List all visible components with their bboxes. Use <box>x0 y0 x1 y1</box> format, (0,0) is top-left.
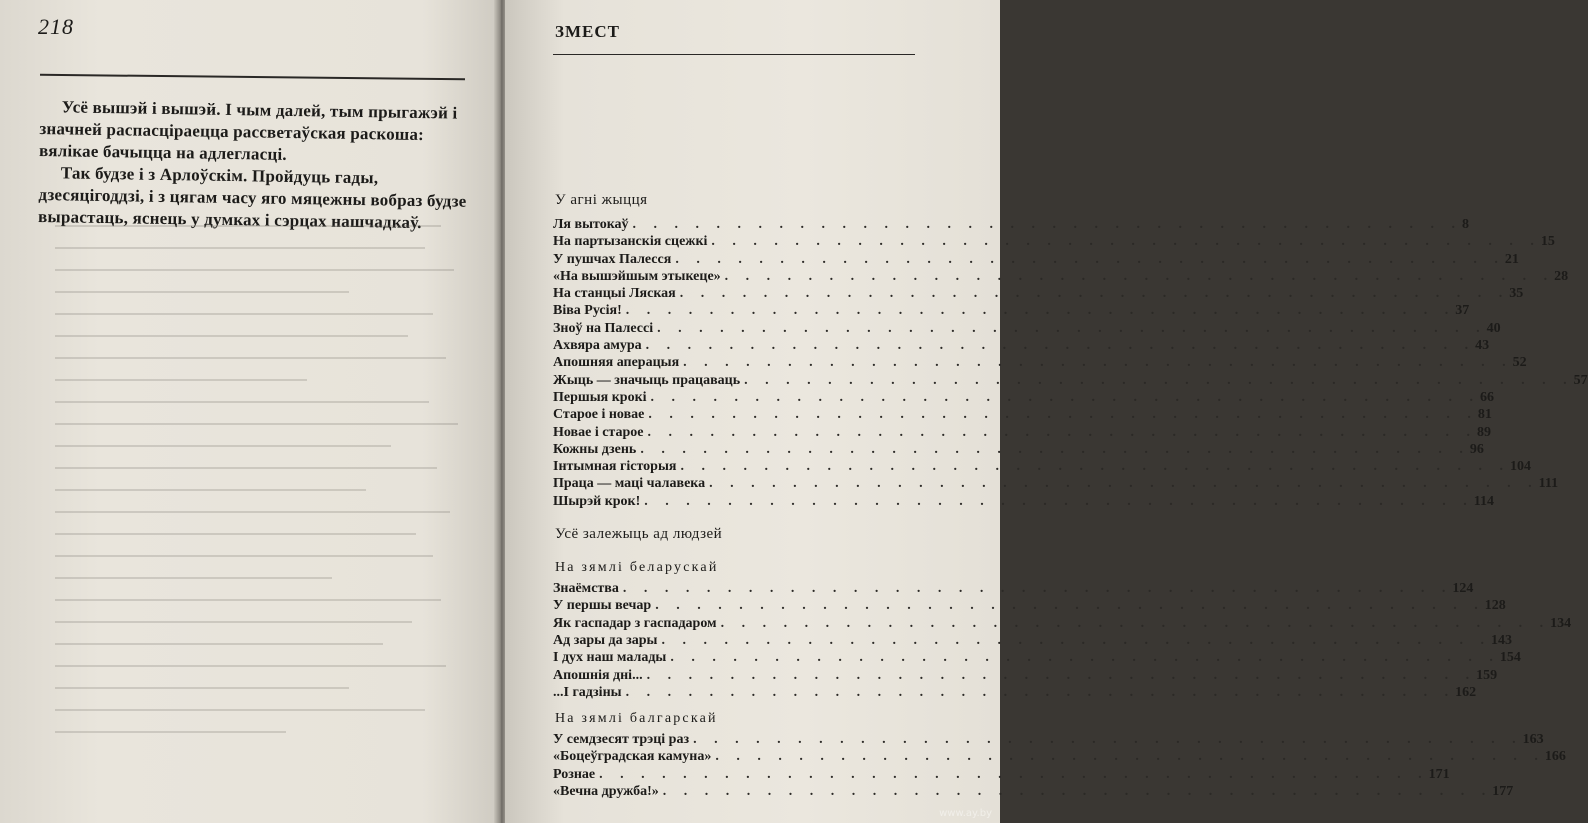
toc-leader-dots: . . . . . . . . . . . . . . . . . . . . . . . . . . . . . . . . . . . . . . . . <box>655 598 1485 614</box>
toc-entry-title: Зноў на Палессі <box>553 320 654 336</box>
toc-entry-title: І дух наш малады <box>553 650 667 666</box>
toc-entry-title: Ля вытокаў <box>553 217 629 232</box>
toc-section-title: Усё залежыць ад людзей <box>555 526 723 543</box>
toc-entry <box>553 632 1512 649</box>
toc-entry <box>553 337 1490 354</box>
toc-entry-page: 159 <box>1476 667 1498 683</box>
toc-entry <box>553 302 1470 319</box>
toc-entry-title: Жыць — значыць працаваць <box>553 372 741 388</box>
toc-entry-page: 114 <box>1473 493 1495 509</box>
toc-entry-page: 162 <box>1455 684 1477 700</box>
toc-entry-page: 43 <box>1475 338 1490 354</box>
toc-entry <box>553 748 1566 765</box>
table-of-contents <box>553 190 1588 800</box>
toc-entry-page: 8 <box>1462 217 1470 232</box>
toc-entry-page: 57 <box>1573 372 1588 388</box>
toc-entry-page: 166 <box>1544 749 1566 765</box>
toc-entry <box>553 615 1572 632</box>
contents-heading: ЗМЕСТ <box>555 22 620 41</box>
toc-entry-page: 15 <box>1540 234 1555 250</box>
toc-entry <box>553 731 1544 748</box>
toc-entry <box>553 783 1514 800</box>
toc-leader-dots: . . . . . . . . . . . . . . . . . . . . . . . . . . . . . . . . . . . . . . . . <box>625 303 1456 319</box>
toc-entry-page: 143 <box>1490 632 1512 648</box>
toc-leader-dots: . . . . . . . . . . . . . . . . . . . . . . . . . . . . . . . . . . . . . . . . <box>622 581 1453 597</box>
toc-leader-dots: . . . . . . . . . . . . . . . . . . . . . . . . . . . . . . . . . . . . . . . . <box>640 441 1470 457</box>
toc-entry-page: 134 <box>1550 615 1572 631</box>
toc-leader-dots: . . . . . . . . . . . . . . . . . . . . . . . . . . . . . . . . . . . . . . . . <box>675 251 1505 267</box>
toc-entry-title: Новае і старое <box>553 424 644 440</box>
toc-entry-title: Віва Русія! <box>553 303 622 319</box>
toc-leader-dots: . . . . . . . . . . . . . . . . . . . . . . . . . . . . . . . . . . . . . . . . <box>661 632 1491 648</box>
toc-entry-title: ...І гадзіны <box>553 684 622 700</box>
toc-entry <box>553 251 1519 268</box>
toc-entry-title: Рознае <box>553 766 596 782</box>
toc-entry-page: 96 <box>1469 441 1484 457</box>
toc-leader-dots: . . . . . . . . . . . . . . . . . . . . . . . . . . . . . . . . . . . . . . . . <box>670 650 1500 666</box>
body-text <box>38 96 470 235</box>
toc-entry <box>553 268 1569 285</box>
toc-leader-dots: . . . . . . . . . . . . . . . . . . . . . . . . . . . . . . . . . . . . . . . . <box>693 732 1523 748</box>
toc-entry <box>553 458 1531 475</box>
toc-leader-dots: . . . . . . . . . . . . . . . . . . . . . . . . . . . . . . . . . . . . . . . . <box>647 424 1477 440</box>
toc-entry-title: Знаёмства <box>553 581 619 597</box>
toc-entry-page: 111 <box>1538 476 1559 492</box>
toc-leader-dots: . . . . . . . . . . . . . . . . . . . . . . . . . . . . . . . . . . . . . . . . <box>720 615 1551 631</box>
toc-entry <box>553 493 1495 510</box>
toc-entry-page: 177 <box>1492 784 1514 800</box>
toc-leader-dots: . . . . . . . . . . . . . . . . . . . . . . . . . . . . . . . . . . . . . . . . <box>744 372 1574 388</box>
toc-entry-page: 81 <box>1477 407 1492 423</box>
toc-entry-title: «На вышэйшым этыкеце» <box>553 268 721 284</box>
toc-entry-page: 66 <box>1480 389 1495 405</box>
show-through-text <box>55 225 475 805</box>
toc-entry-page: 89 <box>1476 424 1491 440</box>
toc-leader-dots: . . . . . . . . . . . . . . . . . . . . . . . . . . . . . . . . . . . . . . . . <box>644 493 1474 509</box>
toc-entry-title: Як гаспадар з гаспадаром <box>553 615 717 631</box>
toc-entry-page: 163 <box>1522 732 1544 748</box>
toc-entry-title: Старое і новае <box>553 407 645 423</box>
toc-entry-page: 128 <box>1484 598 1506 614</box>
toc-entry-title: На станцыі Ляская <box>553 286 676 302</box>
toc-leader-dots: . . . . . . . . . . . . . . . . . . . . . . . . . . . . . . . . . . . . . . . . <box>711 234 1541 250</box>
header-rule <box>553 54 915 55</box>
toc-leader-dots: . . . . . . . . . . . . . . . . . . . . . . . . . . . . . . . . . . . . . . . . <box>648 407 1478 423</box>
toc-entry <box>553 406 1492 423</box>
toc-entry-title: «Вечна дружба!» <box>553 784 659 800</box>
toc-entry <box>553 597 1506 614</box>
toc-section-list <box>553 216 1588 510</box>
toc-entry <box>553 285 1524 302</box>
toc-entry <box>553 233 1555 250</box>
toc-entry-title: Інтымная гісторыя <box>553 459 677 475</box>
toc-entry <box>553 354 1527 371</box>
toc-entry-title: Шырэй крок! <box>553 493 641 509</box>
toc-entry <box>553 389 1495 406</box>
toc-entry-title: Апошнія дні... <box>553 667 643 683</box>
left-page <box>0 0 497 823</box>
toc-entry <box>553 580 1474 597</box>
toc-entry-page: 104 <box>1509 459 1531 475</box>
toc-entry <box>553 475 1559 492</box>
toc-entry-page: 124 <box>1452 581 1474 597</box>
toc-entry-page: 40 <box>1486 320 1501 336</box>
toc-section-title: У агні жыцця <box>555 192 648 208</box>
toc-entry-title: У семдзесят трэці раз <box>553 732 690 748</box>
toc-entry-title: У пушчах Палесся <box>553 251 672 267</box>
toc-leader-dots: . . . . . . . . . . . . . . . . . . . . . . . . . . . . . . . . . . . . . . . . <box>724 268 1555 284</box>
toc-entry-title: Апошняя аперацыя <box>553 355 680 371</box>
toc-entry-page: 21 <box>1504 251 1519 267</box>
toc-leader-dots: . . . . . . . . . . . . . . . . . . . . . . . . . . . . . . . . . . . . . . . . <box>680 459 1510 475</box>
toc-entry-title: На партызанскія сцежкі <box>553 234 708 250</box>
toc-entry <box>553 320 1501 337</box>
toc-leader-dots: . . . . . . . . . . . . . . . . . . . . . . . . . . . . . . . . . . . . . . . . <box>646 667 1477 683</box>
toc-leader-dots: . . . . . . . . . . . . . . . . . . . . . . . . . . . . . . . . . . . . . . . . <box>650 389 1481 405</box>
toc-entry <box>553 372 1588 389</box>
toc-leader-dots: . . . . . . . . . . . . . . . . . . . . . . . . . . . . . . . . . . . . . . . . <box>632 217 1463 232</box>
watermark: www.ay.by <box>939 808 992 819</box>
toc-section-list <box>553 580 1572 701</box>
page-number: 218 <box>38 14 74 39</box>
toc-leader-dots: . . . . . . . . . . . . . . . . . . . . . . . . . . . . . . . . . . . . . . . . <box>657 320 1487 336</box>
toc-subsection-title: На зямлі балгарскай <box>555 711 718 727</box>
toc-leader-dots: . . . . . . . . . . . . . . . . . . . . . . . . . . . . . . . . . . . . . . . . <box>625 684 1456 700</box>
toc-entry-title: Праца — маці чалавека <box>553 476 706 492</box>
toc-entry-title: «Боцеўградская камуна» <box>553 749 712 765</box>
toc-entry-page: 37 <box>1455 303 1470 319</box>
toc-entry <box>553 684 1477 701</box>
toc-entry-title: Першыя крокі <box>553 389 647 405</box>
toc-entry-title: У першы вечар <box>553 598 652 614</box>
paragraph: Усё вышэй і вышэй. І чым далей, тым прыгажэй і значней распасціраецца рассветаўская раскоша: вялікае бачыцца на адлегласці. <box>38 97 458 164</box>
toc-entry <box>553 424 1491 441</box>
toc-entry <box>553 216 1470 233</box>
toc-subsection-title: На зямлі беларускай <box>555 560 719 576</box>
toc-leader-dots: . . . . . . . . . . . . . . . . . . . . . . . . . . . . . . . . . . . . . . . . <box>683 355 1513 371</box>
toc-leader-dots: . . . . . . . . . . . . . . . . . . . . . . . . . . . . . . . . . . . . . . . . <box>662 784 1493 800</box>
toc-leader-dots: . . . . . . . . . . . . . . . . . . . . . . . . . . . . . . . . . . . . . . . . <box>679 286 1510 302</box>
toc-entry <box>553 667 1498 684</box>
header-rule <box>40 74 465 80</box>
toc-entry-page: 52 <box>1512 355 1527 371</box>
paragraph: Так будзе і з Арлоўскім. Пройдуць гады, дзесяцігоддзі, і з цягам часу яго мяцежны вобраз будзе вырастаць, яснець у думках і сэрцах нашчадкаў. <box>37 163 467 233</box>
toc-entry-title: Ахвяра амура <box>553 338 642 354</box>
toc-leader-dots: . . . . . . . . . . . . . . . . . . . . . . . . . . . . . . . . . . . . . . . . <box>645 338 1476 354</box>
toc-leader-dots: . . . . . . . . . . . . . . . . . . . . . . . . . . . . . . . . . . . . . . . . <box>599 766 1429 782</box>
toc-section-list <box>553 731 1566 800</box>
toc-entry-title: Ад зары да зары <box>553 632 658 648</box>
toc-entry <box>553 766 1450 783</box>
toc-entry-page: 28 <box>1554 268 1569 284</box>
toc-entry-page: 154 <box>1499 650 1521 666</box>
toc-leader-dots: . . . . . . . . . . . . . . . . . . . . . . . . . . . . . . . . . . . . . . . . <box>709 476 1539 492</box>
toc-entry <box>553 441 1484 458</box>
toc-entry <box>553 649 1521 666</box>
toc-entry-title: Кожны дзень <box>553 441 637 457</box>
toc-leader-dots: . . . . . . . . . . . . . . . . . . . . . . . . . . . . . . . . . . . . . . . . <box>715 749 1545 765</box>
toc-entry-page: 171 <box>1428 766 1450 782</box>
toc-entry-page: 35 <box>1509 286 1524 302</box>
